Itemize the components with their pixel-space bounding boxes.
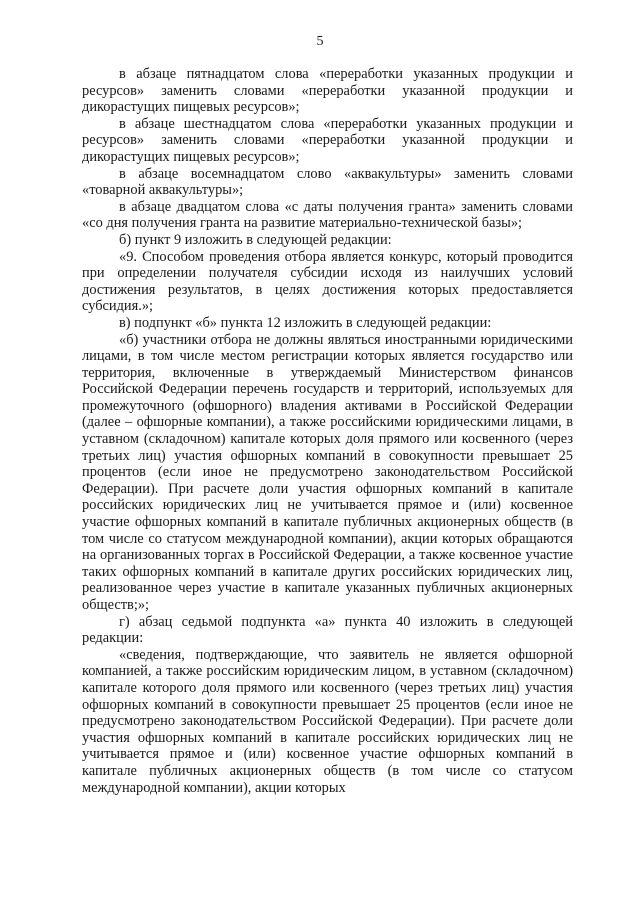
paragraph: в абзаце пятнадцатом слова «переработки указанных продукции и ресурсов» заменить словами «переработки указанной продукции и дикорастущих пищевых ресурсов»; [82, 66, 573, 116]
paragraph: в) подпункт «б» пункта 12 изложить в следующей редакции: [119, 314, 492, 331]
paragraph: в абзаце восемнадцатом слово «аквакультуры» заменить словами «товарной аквакультуры»; [82, 165, 573, 199]
paragraph: б) пункт 9 изложить в следующей редакции: [119, 231, 392, 248]
paragraph: г) абзац седьмой подпункта «а» пункта 40 изложить в следующей редакции: [82, 613, 573, 647]
document-body [82, 66, 573, 796]
paragraph: в абзаце шестнадцатом слова «переработки указанных продукции и ресурсов» заменить словами «переработки указанной продукции и дикорастущих пищевых ресурсов»; [82, 115, 573, 165]
paragraph: «9. Способом проведения отбора является конкурс, который проводится при определении получателя субсидии исходя из наилучших условий достижения результатов, в целях достижения которых предоставляется субсидия.»; [82, 248, 573, 315]
paragraph: в абзаце двадцатом слова «с даты получения гранта» заменить словами «со дня получения гранта на развитие материально-технической базы»; [82, 198, 573, 232]
paragraph: «сведения, подтверждающие, что заявитель не является офшорной компанией, а также российским юридическим лицом, в уставном (складочном) капитале которого доля прямого или косвенного (через третьих лиц) участия офшорных компаний в совокупности превышает 25 процентов (если иное не предусмотрено законодательством Российской Федерации). При расчете доли участия офшорных компаний в капитале российских юридических лиц не учитывается прямое и (или) косвенное участие офшорных компаний в капитале публичных акционерных обществ (в том числе со статусом международной компании), акции которых [82, 646, 573, 796]
page-number: 5 [316, 34, 324, 49]
paragraph: «б) участники отбора не должны являться иностранными юридическими лицами, в том числе местом регистрации которых является государство или территория, включенные в утверждаемый Министерством финансов Российской Федерации перечень государств и территорий, используемых для промежуточного (офшорного) владения активами в Российской Федерации (далее – офшорные компании), а также российскими юридическими лицами, в уставном (складочном) капитале которых доля прямого или косвенного (через третьих лиц) участия офшорных компаний в совокупности превышает 25 процентов (если иное не предусмотрено законодательством Российской Федерации). При расчете доли участия офшорных компаний в капитале российских юридических лиц не учитывается прямое и (или) косвенное участие офшорных компаний в капитале публичных акционерных обществ (в том числе со статусом международной компании), акции которых обращаются на организованных торгах в Российской Федерации, а также косвенное участие таких офшорных компаний в капитале других российских юридических лиц, реализованное через участие в капитале указанных публичных акционерных обществ;»; [82, 331, 573, 613]
